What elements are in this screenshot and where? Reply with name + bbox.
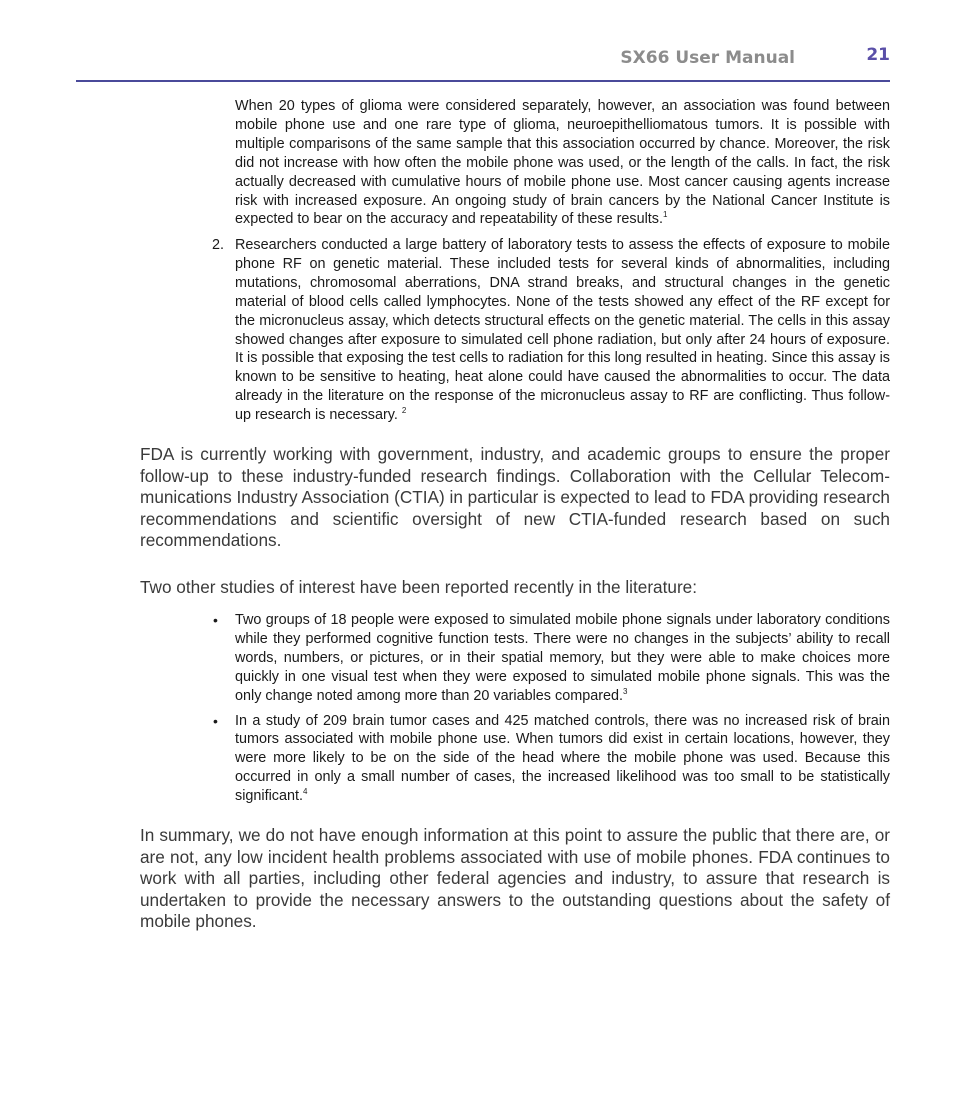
list-item [213,611,890,706]
glioma-study-text: When 20 types of glioma were considered separately, however, an association was found between mobile phone use and one rare type of glioma, neuroepithelliomatous tumors. It is possible with multiple comparisons of the same sample that this association occurred by chance. Moreover, the risk did not increase with how often the mobile phone was used, or the length of the calls. In fact, the risk actually decreased with cumulative hours of mobile phone use. Most cancer causing agents increase risk with increased exposure. An ongoing study of brain cancers by the National Cancer Institute is expected to bear on the accuracy and repeatability of these results. [235,98,890,228]
list-item [213,712,890,807]
other-studies-intro: Two other studies of interest have been reported recently in the literature: [140,577,697,597]
fda-followup-paragraph: FDA is currently working with government, industry, and academic groups to ensure the proper follow-up to these industry-funded research findings. Collaboration with the Cellular Telecommunications Industry Association (CTIA) in particular is expected to lead to FDA providing research recommendations and scientific oversight of new CTIA-funded research based on such recommendations. [140,444,890,551]
footnote-ref-1: 1 [662,210,668,220]
glioma-study-paragraph [235,97,890,229]
tumor-study-text: In a study of 209 brain tumor cases and 425 matched controls, there was no increased risk of brain tumors associated with mobile phone use. When tumors did exist in certain locations, however, they were more likely to be on the side of the head where the mobile phone was used. Because this occurred in only a small number of cases, the increased likelihood was too small to be statistically significant. [235,712,890,805]
list-number: 2. [212,237,225,253]
lab-tests-text: Researchers conducted a large battery of laboratory tests to assess the effects of exposure to mobile phone RF on genetic material. These included tests for several kinds of abnormalities, including mutations, chromosomal aberrations, DNA strand breaks, and structural changes in the genetic material of blood cells called lymphocytes. None of the tests showed any effect of the RF except for the micronucleus assay, which detects structural effects on the genetic material. The cells in this assay showed changes after exposure to simulated cell phone radiation, but only after 24 hours of exposure. It is possible that exposing the test cells to radiation for this long resulted in heating. Since this assay is known to be sensitive to heating, heat alone could have caused the abnormalities to occur. The data already in the literature on the response of the micronucleus assay to RF are conflicting. Thus follow-up research is necessary. [235,237,890,424]
footnote-ref-4: 4 [303,787,308,797]
summary-paragraph: In summary, we do not have enough information at this point to assure the public that there are, or are not, any low incident health problems associated with use of mobile phones. FDA continues to work with all parties, including other federal agencies and industry, to assure that research is undertaken to provide the necessary answers to the outstanding questions about the safety of mobile phones. [140,825,890,932]
manual-title: SX66 User Manual [620,48,795,68]
footnote-ref-3: 3 [623,686,628,696]
cognitive-study-text: Two groups of 18 people were exposed to simulated mobile phone signals under laboratory conditions while they performed cognitive function tests. There were no changes in the subjects’ ability to recall words, numbers, or pictures, or in their spatial memory, but they were able to make choices more quickly in one visual test when they were exposed to simulated mobile phone signals. This was the only change noted among more than 20 variables compared. [235,612,890,704]
numbered-item-2 [212,236,890,425]
bullet-marker: • [213,612,218,628]
bullet-marker: • [213,712,218,729]
studies-bullet-list [213,611,890,812]
page-number: 21 [866,45,890,65]
footnote-ref-2: 2 [401,406,407,416]
page-header [76,44,890,82]
